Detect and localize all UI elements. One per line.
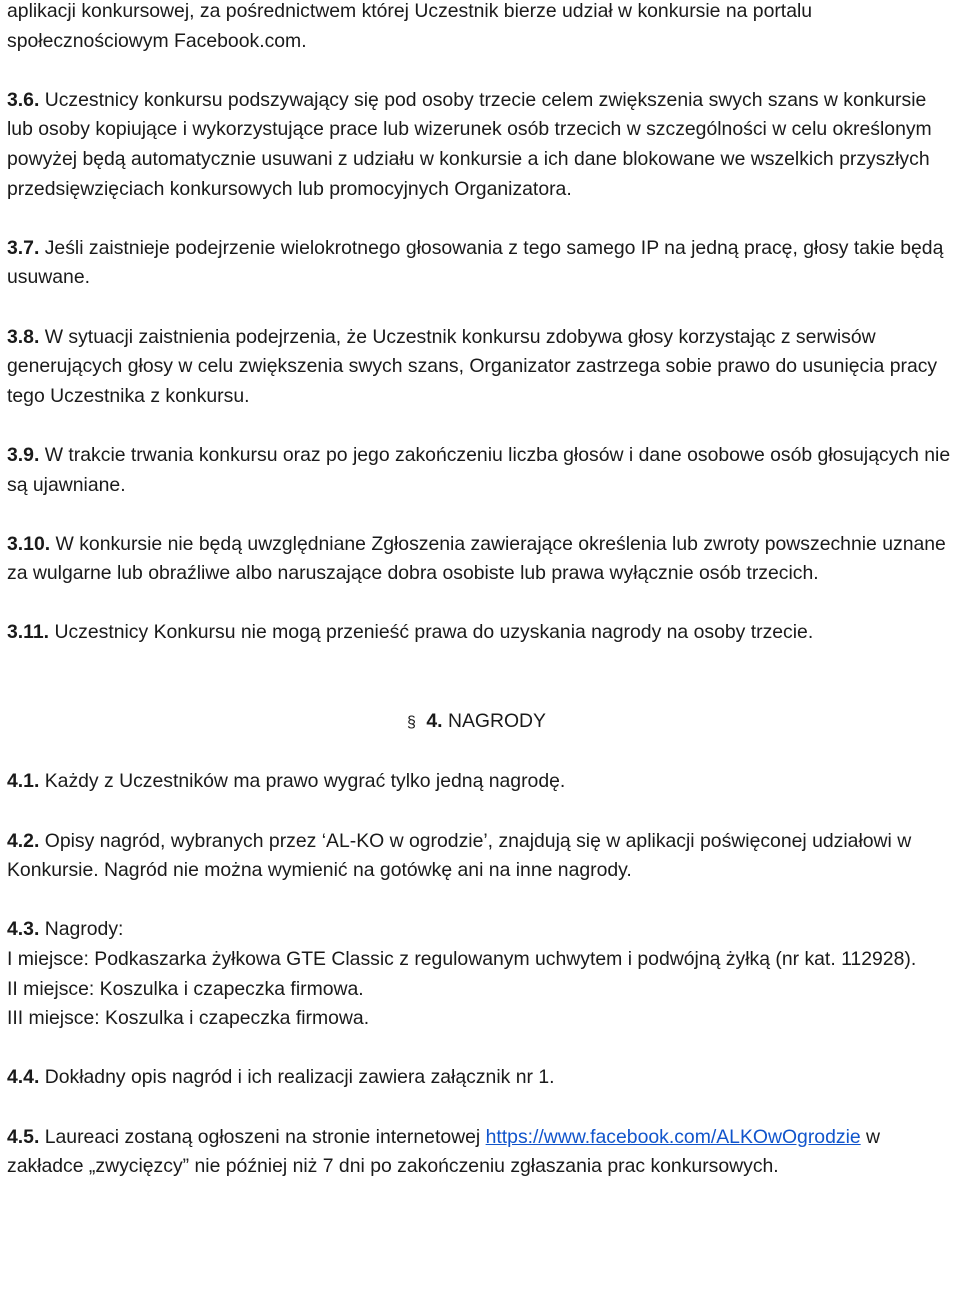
spacer [7, 204, 953, 234]
paragraph-text: W konkursie nie będą uwzględniane Zgłoszenia zawierające określenia lub zwroty powszechnie uznane za wulgarne lub obraźliwe albo naruszające dobra osobiste lub prawa wyłącznie osób trzecich. [7, 532, 946, 585]
paragraph-number: 3.11. [7, 621, 50, 644]
paragraph-text-before-link: Laureaci zostaną ogłoszeni na stronie internetowej [39, 1125, 486, 1148]
paragraph-number: 4.3. [7, 918, 40, 941]
paragraph-number: 4.2. [7, 829, 40, 852]
paragraph-number: 4.1. [7, 770, 40, 793]
paragraph-text: W sytuacji zaistnienia podejrzenia, że Uczestnik konkursu zdobywa głosy korzystając z serwisów generujących głosy w celu zwiększenia swych szans, Organizator zastrzega sobie prawo do usunięcia pracy tego Uczestnika z konkursu. [7, 325, 938, 407]
paragraph-4-2 [7, 827, 953, 886]
paragraph-text: Każdy z Uczestników ma prawo wygrać tylko jedną nagrodę. [39, 770, 566, 793]
spacer [7, 678, 953, 708]
paragraph-text: Jeśli zaistnieje podejrzenie wielokrotnego głosowania z tego samego IP na jedną pracę, głosy takie będą usuwane. [7, 236, 944, 289]
paragraph-text: Opisy nagród, wybranych przez ‘AL-KO w ogrodzie’, znajdują się w aplikacji poświęconej udziałowi w Konkursie. Nagród nie można wymienić na gotówkę ani na inne nagrody. [7, 829, 912, 882]
spacer [7, 738, 953, 768]
paragraph-number: 3.9. [7, 443, 40, 466]
paragraph-4-5 [7, 1123, 953, 1182]
spacer [7, 56, 953, 86]
paragraph-4-3 [7, 915, 953, 1033]
intro-text: aplikacji konkursowej, za pośrednictwem której Uczestnik bierze udział w konkursie na portalu społecznościowym Facebook.com. [7, 0, 813, 52]
spacer [7, 648, 953, 678]
paragraph-text: Dokładny opis nagród i ich realizacji zawiera załącznik nr 1. [39, 1066, 555, 1089]
paragraph-number: 3.7. [7, 236, 40, 259]
prize-third-place: III miejsce: Koszulka i czapeczka firmowa. [7, 1007, 370, 1030]
paragraph-4-1 [7, 767, 953, 797]
paragraph-number: 4.4. [7, 1066, 40, 1089]
paragraph-text: Uczestnicy konkursu podszywający się pod osoby trzecie celem zwiększenia swych szans w konkursie lub osoby kopiujące i wykorzystujące prace lub wizerunek osób trzecich w szczególności w celu określonym powyżej będą automatycznie usuwani z udziału w konkursie a ich dane blokowane we wszelkich przyszłych przedsięwzięciach konkursowych lub promocyjnych Organizatora. [7, 88, 932, 200]
intro-paragraph [7, 0, 953, 56]
facebook-page-link[interactable]: https://www.facebook.com/ALKOwOgrodzie [485, 1125, 861, 1148]
paragraph-3-8 [7, 323, 953, 412]
spacer [7, 500, 953, 530]
paragraph-text-after-link: w zakładce „zwycięzcy” nie później niż 7 dni po zakończeniu zgłaszania prac konkursowych. [7, 1125, 881, 1178]
paragraph-number: 3.6. [7, 88, 40, 111]
spacer [7, 886, 953, 916]
document-page [7, 0, 953, 1182]
paragraph-text: W trakcie trwania konkursu oraz po jego zakończeniu liczba głosów i dane osobowe osób głosujących nie są ujawniane. [7, 443, 951, 496]
paragraph-3-9 [7, 441, 953, 500]
section-heading-nagrody [7, 707, 953, 738]
spacer [7, 1034, 953, 1064]
section-sign-icon: § [407, 714, 416, 732]
paragraph-number: 3.10. [7, 532, 51, 555]
paragraph-3-6 [7, 86, 953, 204]
paragraph-3-11 [7, 618, 953, 648]
heading-number: 4. [426, 710, 443, 733]
paragraph-number: 4.5. [7, 1125, 40, 1148]
spacer [7, 589, 953, 619]
heading-title: NAGRODY [442, 710, 546, 733]
paragraph-3-7 [7, 234, 953, 293]
paragraph-4-4 [7, 1063, 953, 1093]
paragraph-header-line [7, 915, 953, 945]
spacer [7, 293, 953, 323]
paragraph-3-10 [7, 530, 953, 589]
paragraph-number: 3.8. [7, 325, 40, 348]
spacer [7, 411, 953, 441]
paragraph-text: Uczestnicy Konkursu nie mogą przenieść prawa do uzyskania nagrody na osoby trzecie. [49, 621, 814, 644]
paragraph-text: Nagrody: [39, 918, 124, 941]
prize-second-place: II miejsce: Koszulka i czapeczka firmowa. [7, 977, 364, 1000]
prize-first-place: I miejsce: Podkaszarka żyłkowa GTE Classic z regulowanym uchwytem i podwójną żyłką (nr kat. 112928). [7, 948, 917, 970]
spacer [7, 1093, 953, 1123]
spacer [7, 797, 953, 827]
